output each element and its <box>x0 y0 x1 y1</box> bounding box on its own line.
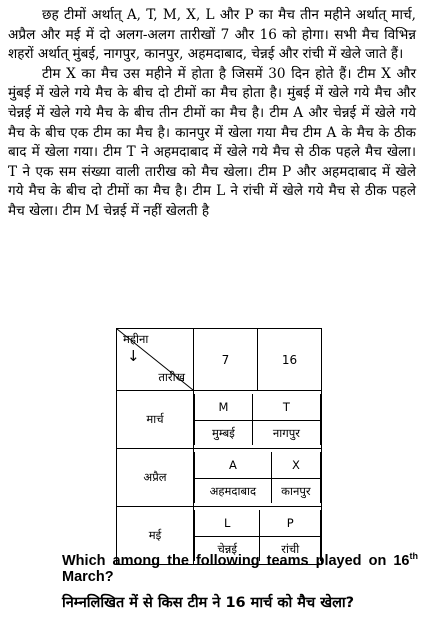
question-hindi: निम्नलिखित में से किस टीम ने 16 मार्च को मैच खेला? <box>62 595 355 611</box>
month-label-march: मार्च <box>117 391 194 449</box>
team-cell: M <box>195 394 253 421</box>
date-axis-label: तारीख <box>158 370 185 384</box>
table-row-march <box>117 391 322 449</box>
city-cell: रांची <box>260 537 321 562</box>
month-label-may: मई <box>117 507 194 565</box>
date-header-16: 16 <box>258 329 322 391</box>
ordinal-suffix: th <box>409 551 418 562</box>
passage-paragraph-1: छह टीमों अर्थात् A, T, M, X, L और P का मैच तीन महीने अर्थात् मार्च, अप्रैल और मई में दो अलग-अलग तारीखों 7 और 16 को होगा। सभी मैच विभिन्न शहरों अर्थात् मुंबई, नागपुर, कानपुर, अहमदाबाद, चेन्नई और रांची में खेले जाते हैं। <box>8 7 416 63</box>
table-row-april <box>117 449 322 507</box>
city-cell: मुम्बई <box>195 421 253 446</box>
team-cell: P <box>260 510 321 537</box>
city-cell: नागपुर <box>252 421 320 446</box>
table-header-row <box>117 329 322 391</box>
city-cell: कानपुर <box>271 479 320 504</box>
question-english-tail: March? <box>62 569 114 585</box>
arrangement-table <box>116 328 322 565</box>
question-english <box>62 553 418 585</box>
city-cell: चेन्नई <box>195 537 260 562</box>
passage-paragraph-2: टीम X का मैच उस महीने में होता है जिसमें 30 दिन होते हैं। टीम X और मुंबई में खेले गये मैच के बीच दो टीमों का मैच होता है। मुंबई में खेले गये मैच और चेन्नई में खेले गये मैच के बीच तीन टीमों का मैच है। टीम A और चेन्नई में खेले गये मैच के बीच एक टीम का मैच है। कानपुर में खेला गया मैच टीम A के मैच के ठीक बाद में खेला गया। टीम T ने अहमदाबाद में खेले गये मैच से ठीक पहले मैच खेला। T ने एक सम संख्या वाली तारीख को मैच खेला। टीम P और अहमदाबाद में खेले गये मैच के बीच दो टीमों का मैच है। टीम L ने रांची में खेले गये मैच से ठीक पहले मैच खेला। टीम M चेन्नई में नहीं खेलती है <box>8 65 416 219</box>
team-cell: T <box>252 394 320 421</box>
passage <box>8 6 416 222</box>
team-cell: A <box>195 452 272 479</box>
down-arrow-icon: ↓ <box>127 347 140 365</box>
table-corner-cell <box>117 329 194 391</box>
question-english-text: Which among the following teams played on 16 <box>62 553 410 569</box>
team-cell: X <box>271 452 320 479</box>
month-axis-label: महीना <box>123 332 149 346</box>
month-label-april: अप्रैल <box>117 449 194 507</box>
city-cell: अहमदाबाद <box>195 479 272 504</box>
team-cell: L <box>195 510 260 537</box>
month-cells-april <box>194 449 322 507</box>
month-cells-march <box>194 391 322 449</box>
date-header-7: 7 <box>194 329 258 391</box>
